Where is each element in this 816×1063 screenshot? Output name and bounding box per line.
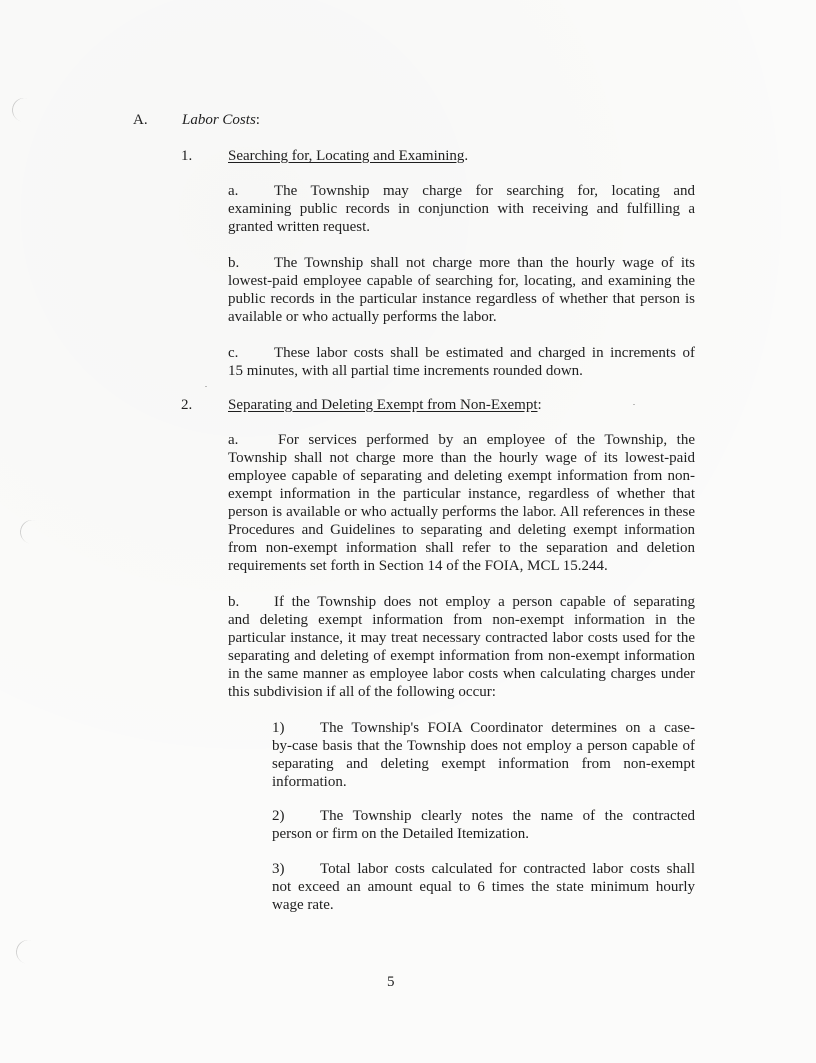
sub-item (272, 719, 695, 791)
item-heading-text: Separating and Deleting Exempt from Non-Exempt (228, 397, 538, 413)
section-title-suffix: : (255, 112, 260, 128)
sub-item-first-line (272, 719, 695, 737)
scan-speck (633, 404, 635, 405)
item-number: 1. (181, 148, 193, 164)
sub-item-body: by-case basis that the Township does not employ a person capable of separating and deleting exempt information from non-exempt information. (272, 738, 695, 790)
sub-item-body: not exceed an amount equal to 6 times the state minimum hourly wage rate. (272, 879, 695, 913)
paragraph-first-line-text: The Township may charge for searching for, locating and (274, 183, 695, 199)
sub-item-label: 2) (272, 808, 285, 824)
paragraph (228, 593, 695, 701)
paragraph-body: examining public records in conjunction with receiving and fulfilling a granted written request. (228, 201, 695, 235)
item-heading (228, 148, 468, 165)
paragraph-body: lowest-paid employee capable of searching for, locating, and examining the public records in the particular instance regardless of whether that person is available or who actually performs the labor. (228, 273, 695, 325)
hole-punch-mark-bottom (13, 937, 43, 967)
item-heading-text: Searching for, Locating and Examining (228, 148, 465, 164)
paragraph-first-line (228, 431, 695, 449)
paragraph-label: b. (228, 594, 240, 610)
section-letter: A. (133, 112, 148, 128)
sub-item-first-line (272, 807, 695, 825)
sub-item-first-line-text: The Township's FOIA Coordinator determines on a case- (320, 720, 695, 736)
item-heading (228, 397, 542, 414)
paragraph-first-line (228, 344, 695, 362)
paragraph-first-line-text: For services performed by an employee of the Township, the (278, 432, 695, 448)
item-heading-suffix: : (537, 397, 542, 413)
paragraph-first-line-text: The Township shall not charge more than the hourly wage of its (274, 255, 695, 271)
section-title-text: Labor Costs (182, 112, 256, 128)
paragraph-first-line (228, 593, 695, 611)
hole-punch-mark-top (9, 95, 39, 125)
sub-item-label: 1) (272, 720, 285, 736)
paragraph-label: a. (228, 183, 239, 199)
paragraph-first-line-text: If the Township does not employ a person capable of separating (274, 594, 695, 610)
scan-speck (205, 386, 207, 387)
page-number: 5 (387, 974, 395, 990)
sub-item-body: person or firm on the Detailed Itemization. (272, 826, 529, 842)
sub-item-first-line-text: Total labor costs calculated for contracted labor costs shall (320, 861, 695, 877)
sub-item (272, 807, 695, 843)
paragraph-body: Township shall not charge more than the hourly wage of its lowest-paid employee capable of separating and deleting exempt information from non-exempt information in the particular instance, regardless of whether that person is available or who actually performs the labor. All references in these Procedures and Guidelines to separating and deleting exempt information from non-exempt information shall refer to the separation and deletion requirements set forth in Section 14 of the FOIA, MCL 15.244. (228, 450, 695, 574)
paragraph-label: c. (228, 345, 239, 361)
sub-item-first-line-text: The Township clearly notes the name of the contracted (320, 808, 695, 824)
paragraph (228, 344, 695, 380)
paragraph-label: b. (228, 255, 240, 271)
sub-item-first-line (272, 860, 695, 878)
section-title (182, 112, 260, 129)
hole-punch-mark-middle (17, 517, 47, 547)
paragraph (228, 254, 695, 326)
paragraph-body: 15 minutes, with all partial time increments rounded down. (228, 363, 583, 379)
paragraph-first-line (228, 254, 695, 272)
paragraph-body: and deleting exempt information from non-exempt information in the particular instance, it may treat necessary contracted labor costs used for the separating and deleting of exempt information from non-exempt information in the same manner as employee labor costs when calculating charges under this subdivision if all of the following occur: (228, 612, 695, 700)
item-number: 2. (181, 397, 193, 413)
paragraph (228, 431, 695, 575)
paragraph (228, 182, 695, 236)
sub-item-label: 3) (272, 861, 285, 877)
paragraph-first-line-text: These labor costs shall be estimated and charged in increments of (274, 345, 695, 361)
paragraph-first-line (228, 182, 695, 200)
item-heading-suffix: . (464, 148, 469, 164)
paragraph-label: a. (228, 432, 239, 448)
sub-item (272, 860, 695, 914)
